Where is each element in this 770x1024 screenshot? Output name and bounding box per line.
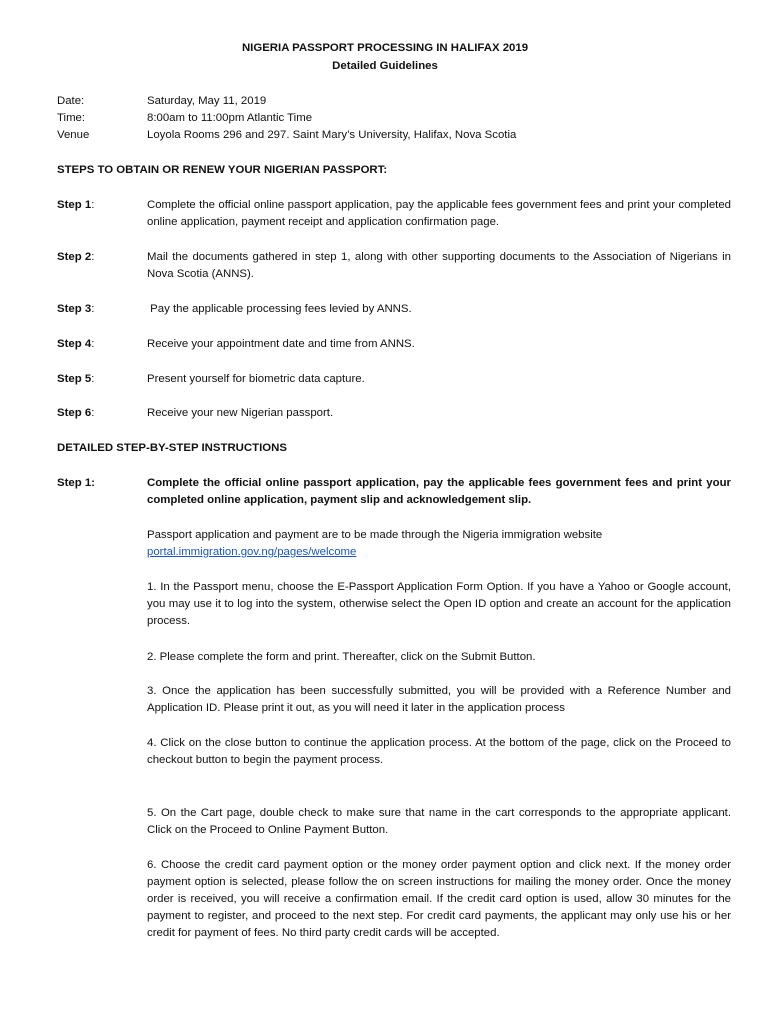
document-title: NIGERIA PASSPORT PROCESSING IN HALIFAX 2019: [241, 42, 529, 54]
step-1-text: Complete the official online passport application, pay the applicable fees government fees and print your completed online application, payment receipt and application confirmation page.: [147, 199, 731, 228]
step-2-label: Step 2:: [57, 251, 95, 263]
immigration-portal-link[interactable]: portal.immigration.gov.ng/pages/welcome: [147, 546, 357, 558]
intro-text: Passport application and payment are to be made through the Nigeria immigration website: [147, 529, 603, 541]
step-4-text: Receive your appointment date and time from ANNS.: [147, 338, 415, 350]
detailed-intro: [147, 527, 731, 561]
detailed-heading: DETAILED STEP-BY-STEP INSTRUCTIONS: [57, 442, 287, 454]
step-6-label: Step 6:: [57, 407, 95, 419]
instruction-item-3: 3. Once the application has been successfully submitted, you will be provided with a Reference Number and Application ID. Please print it out, as you will need it later in the application process: [147, 685, 731, 714]
detailed-step-1-label: Step 1:: [57, 477, 95, 489]
time-value: 8:00am to 11:00pm Atlantic Time: [147, 112, 313, 124]
instruction-item-5: 5. On the Cart page, double check to make sure that name in the cart corresponds to the appropriate applicant. Click on the Proceed to Online Payment Button.: [147, 807, 731, 836]
step-4-label: Step 4:: [57, 338, 95, 350]
date-value: Saturday, May 11, 2019: [147, 95, 267, 107]
step-6-text: Receive your new Nigerian passport.: [147, 407, 334, 419]
detailed-step-1-title: Complete the official online passport application, pay the applicable fees government fees and print your completed online application, payment slip and acknowledgement slip.: [147, 477, 731, 506]
document-subtitle: Detailed Guidelines: [332, 60, 438, 72]
step-5-text: Present yourself for biometric data capture.: [147, 373, 365, 385]
instruction-item-1: 1. In the Passport menu, choose the E-Passport Application Form Option. If you have a Yahoo or Google account, you may use it to log into the system, otherwise select the Open ID option and create an account for the application process.: [147, 581, 731, 627]
venue-value: Loyola Rooms 296 and 297. Saint Mary’s University, Halifax, Nova Scotia: [147, 129, 517, 141]
step-3-label: Step 3:: [57, 303, 95, 315]
step-1-label: Step 1:: [57, 199, 95, 211]
instruction-item-6: 6. Choose the credit card payment option or the money order payment option and click next. If the money order payment option is selected, please follow the on screen instructions for mailing the money order. Once the money order is received, you will receive a confirmation email. If the credit card option is used, allow 30 minutes for the payment to register, and proceed to the next step. For credit card payments, the applicant may only use his or her credit for payment of fees. No third party credit cards will be accepted.: [147, 859, 731, 939]
instruction-item-2: 2. Please complete the form and print. Thereafter, click on the Submit Button.: [147, 651, 536, 663]
date-label: Date:: [57, 95, 85, 107]
instruction-item-4: 4. Click on the close button to continue the application process. At the bottom of the page, click on the Proceed to checkout button to begin the payment process.: [147, 737, 731, 766]
time-label: Time:: [57, 112, 86, 124]
venue-label: Venue: [57, 129, 90, 141]
step-3-text: Pay the applicable processing fees levied by ANNS.: [147, 303, 412, 315]
step-2-text: Mail the documents gathered in step 1, along with other supporting documents to the Association of Nigerians in Nova Scotia (ANNS).: [147, 251, 731, 280]
steps-heading: STEPS TO OBTAIN OR RENEW YOUR NIGERIAN PASSPORT:: [57, 164, 388, 176]
step-5-label: Step 5:: [57, 373, 95, 385]
